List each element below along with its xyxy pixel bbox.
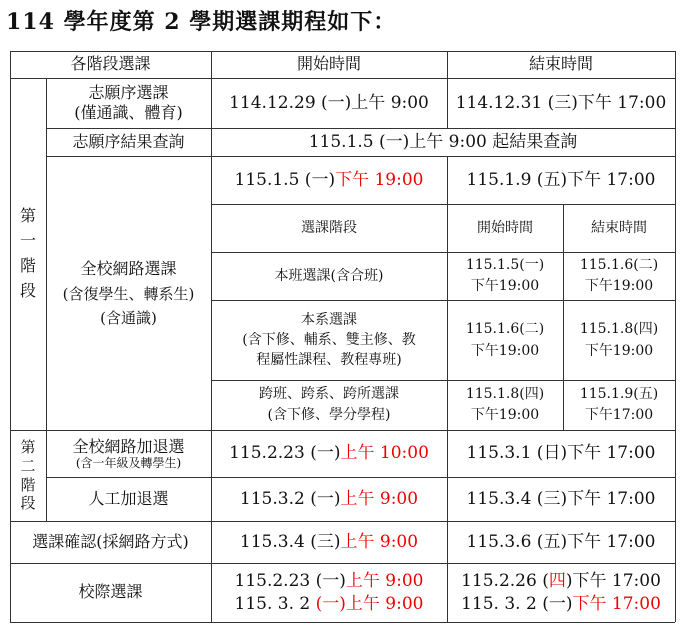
pref-name: 志願序選課 (僅通識、體育)	[74, 83, 183, 122]
inter-name: 校際選課	[78, 582, 143, 602]
header-start: 開始時間	[296, 54, 361, 74]
sub-row-end: 115.1.9(五) 下午17:00	[579, 386, 659, 423]
sub-row-phase: 本班選課(含合班)	[274, 267, 384, 284]
add-drop-end: 115.3.1 (日)下午 17:00	[466, 443, 656, 464]
sub-row-end: 115.1.6(二) 下午19:00	[579, 257, 659, 294]
manual-end: 115.3.4 (三)下午 17:00	[466, 488, 656, 509]
query-name: 志願序結果查詢	[72, 131, 185, 151]
online-start: 115.1.5 (一) 下午 19:00	[234, 169, 424, 190]
sub-header-end: 結束時間	[591, 219, 647, 236]
manual-start: 115.3.2 (一) 上午 9:00	[239, 488, 419, 509]
sub-row-phase: 本系選課 (含下修、輔系、雙主修、教 程屬性課程、教程專班)	[242, 311, 416, 369]
sub-row-end: 115.1.8(四) 下午19:00	[579, 320, 659, 359]
manual-name: 人工加退選	[88, 488, 169, 508]
sub-row-start: 115.1.6(二) 下午19:00	[465, 320, 545, 359]
header-end: 結束時間	[528, 54, 593, 74]
sub-row-phase: 跨班、跨系、跨所選課 (含下修、學分學程)	[259, 386, 399, 423]
header-stage: 各階段選課	[70, 54, 151, 74]
sub-header-start: 開始時間	[477, 219, 533, 236]
add-drop-start: 115.2.23 (一) 上午 10:00	[229, 443, 429, 464]
page-title: 114 學年度第 2 學期選課期程如下：	[6, 9, 397, 35]
inter-end: 115.2.26 (四)下午 17:00 115. 3. 2 (一)下午 17:00	[461, 571, 661, 614]
confirm-start: 115.3.4 (三) 上午 9:00	[239, 531, 419, 552]
sub-row-start: 115.1.8(四) 下午19:00	[465, 386, 545, 423]
confirm-name: 選課確認(採網路方式)	[32, 531, 189, 551]
confirm-end: 115.3.6 (五)下午 17:00	[466, 531, 656, 552]
add-drop-name: 全校網路加退選 (含一年級及轉學生)	[72, 436, 185, 470]
query-value: 115.1.5 (一)上午 9:00 起結果查詢	[308, 131, 578, 152]
stage1-label: 第 一 階 段	[19, 206, 36, 300]
pref-end: 114.12.31 (三)下午 17:00	[455, 92, 667, 113]
inter-start: 115.2.23 (一)上午 9:00 115. 3. 2 (一)上午 9:00	[234, 571, 424, 614]
sub-row-start: 115.1.5(一) 下午19:00	[465, 257, 545, 294]
sub-header-phase: 選課階段	[301, 219, 357, 236]
stage2-label: 第 二 階 段	[20, 438, 36, 513]
online-name: 全校網路選課 (含復學生、轉系生) (含通識)	[62, 259, 195, 327]
online-end: 115.1.9 (五)下午 17:00	[466, 169, 656, 190]
pref-start: 114.12.29 (一)上午 9:00	[229, 92, 429, 113]
